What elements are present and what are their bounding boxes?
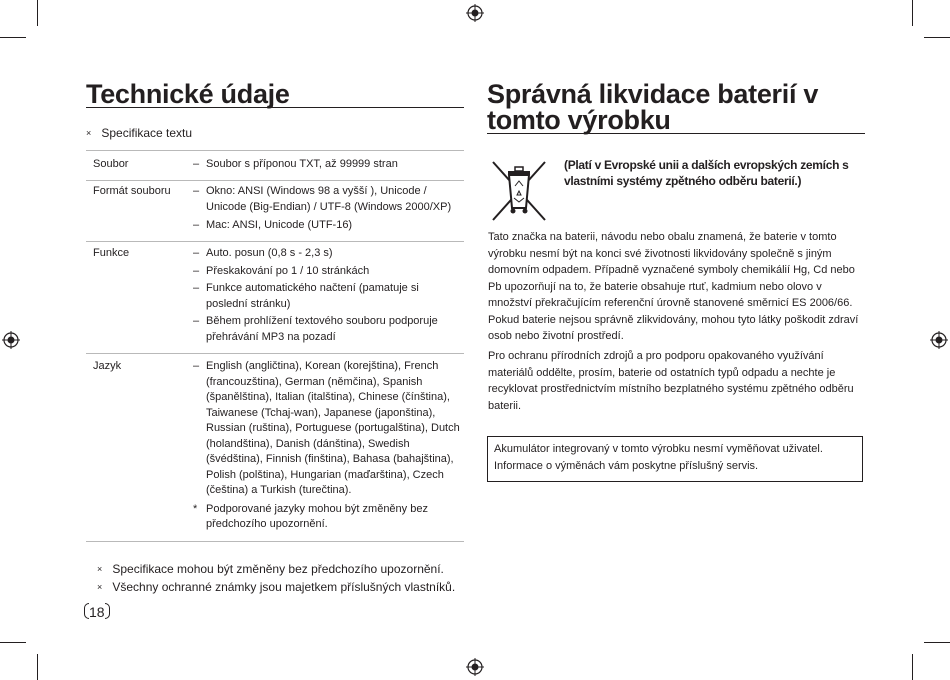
left-title: Technické údaje (86, 79, 290, 109)
crop-mark (912, 654, 913, 680)
registration-mark-icon (930, 331, 948, 349)
crop-mark (912, 0, 913, 26)
spec-label: Funkce (93, 247, 130, 259)
table-row-divider (86, 180, 464, 181)
right-title: Správná likvidace baterií v tomto výrobku (487, 79, 819, 135)
title-underline (86, 107, 464, 108)
crossed-out-wheelie-bin-icon (488, 158, 550, 224)
spec-label: Formát souboru (93, 185, 171, 197)
note-mark: × (97, 582, 103, 592)
footnote-text: Specifikace mohou být změněny bez předchozího upozornění. (112, 562, 444, 576)
spec-label: Jazyk (93, 360, 122, 372)
title-underline (487, 133, 865, 134)
registration-mark-icon (2, 331, 20, 349)
applicability-note: (Platí v Evropské unii a dalších evropských zemích s vlastními systémy zpětného odběru baterií.) (564, 158, 849, 188)
footnote (97, 580, 455, 595)
table-row-divider (86, 353, 464, 354)
page-number: 18 (84, 603, 110, 621)
paragraph: Pro ochranu přírodních zdrojů a pro podporu opakovaného využívání materiálů oddělte, prosím, baterie od ostatních typů odpadu a nechte je recyklovat prostřednictvím místního bezplatného systému zpětného odběru baterii. (488, 350, 854, 412)
paragraph: Tato značka na baterii, návodu nebo obalu znamená, že baterie v tomto výrobku nesmí být na konci své životnosti likvidovány společně s jiným domovním odpadem. Případně vyznačené symboly chemikálií Hg, Cd nebo Pb upozorňují na to, že baterie obsahuje rtuť, kadmium nebo olovo v množství překračujícím referenční úrovně stanovené směrnicí ES 2006/66. Pokud baterie nejsou správně zlikvidovány, mohou tyto látky poškodit zdraví osob nebo životní prostředí. (488, 231, 859, 342)
spec-values: – English (angličtina), Korean (korejština), French (francouzština), German (němčina), Spanish (španělština), Italian (italština), Chinese (čínština), Taiwanese (Tchaj-wan), Japanese (japonština), Russian (ruština), Portuguese (portugalština), Dutch (holandština), Danish (dánština), Swedish (švédština), Finnish (finština), Bahasa (bahajština), Polish (polština), Hungarian (maďarština), Czech (čeština) a Turkish (turečtina). * Podporované jazyky mohou být změněny bez předchozího upozornění. (193, 360, 460, 530)
crop-mark (37, 654, 38, 680)
spec-values: – Auto. posun (0,8 s - 2,3 s) – Přeskakování po 1 / 10 stránkách – Funkce automatického načtení (pamatuje si poslední stránku) – Během prohlížení textového souboru podporuje přehrávání MP3 na pozadí (193, 247, 438, 343)
footnote-text: Všechny ochranné známky jsou majetkem příslušných vlastníků. (112, 580, 456, 594)
subtitle-text: Specifikace textu (101, 126, 193, 140)
table-top-rule (86, 150, 464, 151)
crop-mark (0, 642, 26, 643)
crop-mark (37, 0, 38, 26)
table-row-divider (86, 241, 464, 242)
section-subtitle (86, 126, 192, 141)
crop-mark (924, 37, 950, 38)
spec-values: – Okno: ANSI (Windows 98 a vyšší ), Unicode / Unicode (Big-Endian) / UTF-8 (Windows 2000/XP) – Mac: ANSI, Unicode (UTF-16) (193, 185, 452, 231)
crop-mark (0, 37, 26, 38)
notice-box: Akumulátor integrovaný v tomto výrobku nesmí vyměňovat uživatel. Informace o výměnách vám poskytne příslušný servis. (487, 436, 863, 482)
spec-label: Soubor (93, 158, 129, 170)
table-bottom-rule (86, 541, 464, 542)
note-mark: × (97, 564, 103, 574)
registration-mark-icon (466, 4, 484, 22)
footnote (97, 562, 444, 577)
spec-values: – Soubor s příponou TXT, až 99999 stran (193, 158, 398, 170)
crop-mark (924, 642, 950, 643)
registration-mark-icon (466, 658, 484, 676)
note-mark: × (86, 128, 92, 138)
